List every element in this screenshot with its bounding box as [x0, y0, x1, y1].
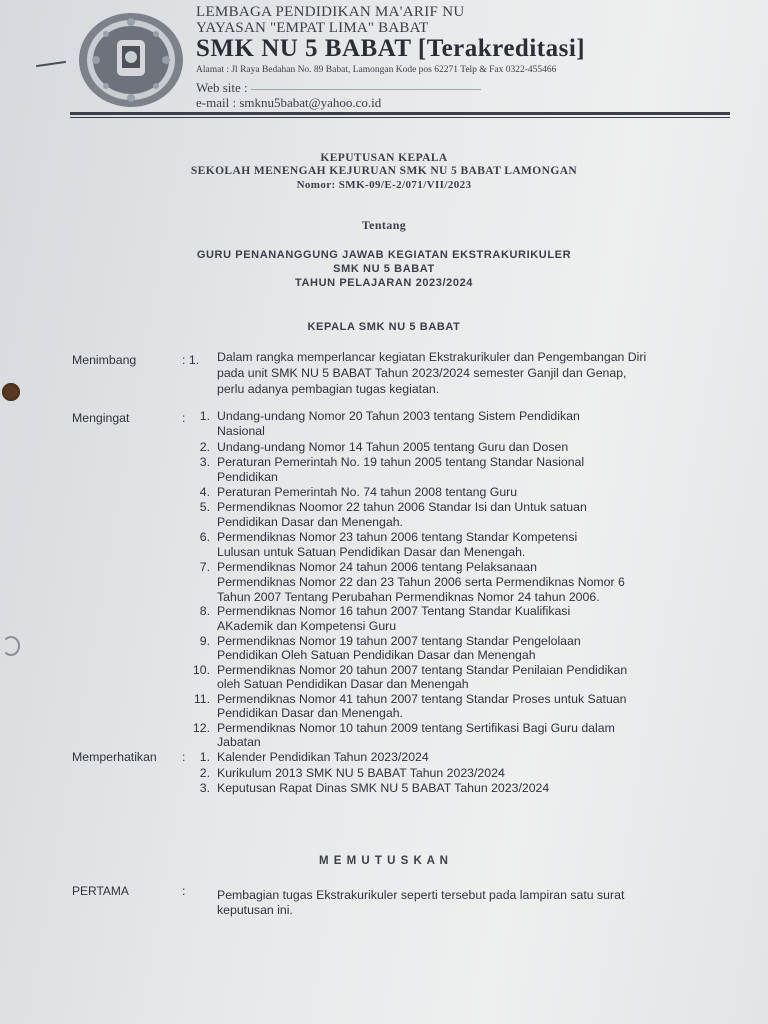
- mengingat-item-text: Permendiknas Nomor 16 tahun 2007 Tentang Standar Kualifikasi: [217, 604, 571, 618]
- mengingat-item-text: Pendidikan Dasar dan Menengah.: [217, 515, 403, 529]
- pertama-label: PERTAMA: [72, 884, 129, 898]
- menimbang-colon: : 1.: [182, 353, 200, 367]
- foundation-name: YAYASAN "EMPAT LIMA" BABAT: [196, 20, 429, 36]
- mengingat-item-text: Permendiknas Nomor 10 tahun 2009 tentang Sertifikasi Bagi Guru dalam: [217, 721, 615, 735]
- mengingat-item-text: Undang-undang Nomor 14 Tahun 2005 tentang Guru dan Dosen: [217, 440, 569, 454]
- mengingat-item-text: Pendidikan Oleh Satuan Pendidikan Dasar dan Menengah: [217, 648, 536, 662]
- pertama-colon: :: [182, 884, 186, 898]
- memperhatikan-colon: :: [182, 750, 186, 764]
- mengingat-item-number: 3.: [199, 455, 210, 469]
- school-name: SMK NU 5 BABAT [Terakreditasi]: [196, 35, 586, 62]
- school-logo: [76, 10, 186, 110]
- mengingat-item-number: 9.: [199, 634, 210, 648]
- email-line: e-mail : smknu5babat@yahoo.co.id: [196, 95, 382, 110]
- menimbang-line: Dalam rangka memperlancar kegiatan Ekstrakurikuler dan Pengembangan Diri: [217, 350, 647, 364]
- decree-title: KEPUTUSAN KEPALA: [320, 152, 448, 164]
- decree-number: Nomor: SMK-09/E-2/071/VII/2023: [296, 179, 472, 191]
- mengingat-item-number: 12.: [192, 721, 210, 735]
- mengingat-item-text: Permendiknas Nomor 23 tahun 2006 tentang Standar Kompetensi: [217, 530, 578, 544]
- memperhatikan-item-number: 1.: [199, 750, 210, 764]
- mengingat-item-text: Permendiknas Noomor 22 tahun 2006 Standar Isi dan Untuk satuan: [217, 500, 587, 514]
- tentang-heading: Tentang: [361, 218, 407, 232]
- menimbang-line: perlu adanya pembagian tugas kegiatan.: [217, 382, 440, 396]
- punch-hole: [2, 383, 20, 401]
- mengingat-item-text: Permendiknas Nomor 41 tahun 2007 tentang Standar Proses untuk Satuan: [217, 692, 627, 706]
- subject-line-1: GURU PENANANGGUNG JAWAB KEGIATAN EKSTRAKURIKULER: [196, 249, 572, 261]
- mengingat-item-number: 4.: [199, 485, 210, 499]
- mengingat-colon: :: [182, 411, 186, 425]
- mengingat-item-text: Nasional: [217, 424, 265, 438]
- mengingat-item-text: Permendiknas Nomor 19 tahun 2007 tentang Standar Pengelolaan: [217, 634, 581, 648]
- mengingat-item-text: Pendidikan Dasar dan Menengah.: [217, 706, 403, 720]
- mengingat-item-text: Jabatan: [217, 735, 261, 749]
- decree-institution: SEKOLAH MENENGAH KEJURUAN SMK NU 5 BABAT LAMONGAN: [190, 165, 578, 177]
- mengingat-item-number: 10.: [192, 663, 210, 677]
- memperhatikan-item-number: 2.: [199, 766, 210, 780]
- mengingat-item-text: Permendiknas Nomor 20 tahun 2007 tentang Standar Penilaian Pendidikan: [217, 663, 628, 677]
- website-label: Web site :: [196, 80, 248, 95]
- subject-line-3: TAHUN PELAJARAN 2023/2024: [294, 277, 474, 289]
- website-blank: [251, 89, 481, 90]
- pertama-line: Pembagian tugas Ekstrakurikuler seperti tersebut pada lampiran satu surat: [217, 888, 625, 902]
- pen-mark: [36, 61, 66, 67]
- mengingat-label: Mengingat: [72, 411, 130, 425]
- mengingat-item-number: 1.: [199, 409, 210, 423]
- mengingat-item-text: Lulusan untuk Satuan Pendidikan Dasar dan Menengah.: [217, 545, 526, 559]
- mengingat-item-text: oleh Satuan Pendidikan Dasar dan Menengah: [217, 677, 469, 691]
- menimbang-line: pada unit SMK NU 5 BABAT Tahun 2023/2024 semester Ganjil dan Genap,: [217, 366, 627, 380]
- memperhatikan-item-text: Kurikulum 2013 SMK NU 5 BABAT Tahun 2023/2024: [217, 766, 505, 780]
- head-heading: KEPALA SMK NU 5 BABAT: [307, 321, 461, 333]
- memperhatikan-label: Memperhatikan: [72, 750, 157, 764]
- mengingat-item-text: Tahun 2007 Tentang Perubahan Permendiknas Nomor 24 tahun 2006.: [217, 590, 600, 604]
- memutuskan-heading: M E M U T U S K A N: [319, 855, 449, 867]
- school-address: Alamat : Jl Raya Bedahan No. 89 Babat, Lamongan Kode pos 62271 Telp & Fax 0322-455466: [196, 65, 557, 75]
- mengingat-item-text: Permendiknas Nomor 22 dan 23 Tahun 2006 serta Permendiknas Nomor 6: [217, 575, 625, 589]
- memperhatikan-item-text: Keputusan Rapat Dinas SMK NU 5 BABAT Tahun 2023/2024: [217, 781, 550, 795]
- mengingat-item-text: Pendidikan: [217, 470, 278, 484]
- mengingat-item-number: 2.: [199, 440, 210, 454]
- website-line: [196, 80, 481, 96]
- mengingat-item-text: Peraturan Pemerintah No. 74 tahun 2008 tentang Guru: [217, 485, 518, 499]
- letterhead-rule-thick: [70, 112, 730, 115]
- mengingat-item-number: 7.: [199, 560, 210, 574]
- mengingat-item-text: Permendiknas Nomor 24 tahun 2006 tentang Pelaksanaan: [217, 560, 537, 574]
- memperhatikan-item-number: 3.: [199, 781, 210, 795]
- mengingat-item-number: 8.: [199, 604, 210, 618]
- pertama-line: keputusan ini.: [217, 903, 293, 917]
- mengingat-item-number: 6.: [199, 530, 210, 544]
- mengingat-item-text: Peraturan Pemerintah No. 19 tahun 2005 tentang Standar Nasional: [217, 455, 585, 469]
- mengingat-item-number: 5.: [199, 500, 210, 514]
- menimbang-label: Menimbang: [72, 353, 137, 367]
- organization-name: LEMBAGA PENDIDIKAN MA'ARIF NU: [196, 4, 465, 20]
- mengingat-item-text: AKademik dan Kompetensi Guru: [217, 619, 397, 633]
- mengingat-item-text: Undang-undang Nomor 20 Tahun 2003 tentang Sistem Pendidikan: [217, 409, 580, 423]
- letterhead-rule-thin: [70, 117, 730, 118]
- mengingat-item-number: 11.: [193, 692, 210, 706]
- memperhatikan-item-text: Kalender Pendidikan Tahun 2023/2024: [217, 750, 429, 764]
- subject-line-2: SMK NU 5 BABAT: [333, 263, 435, 275]
- punch-hole-mark: [2, 636, 20, 656]
